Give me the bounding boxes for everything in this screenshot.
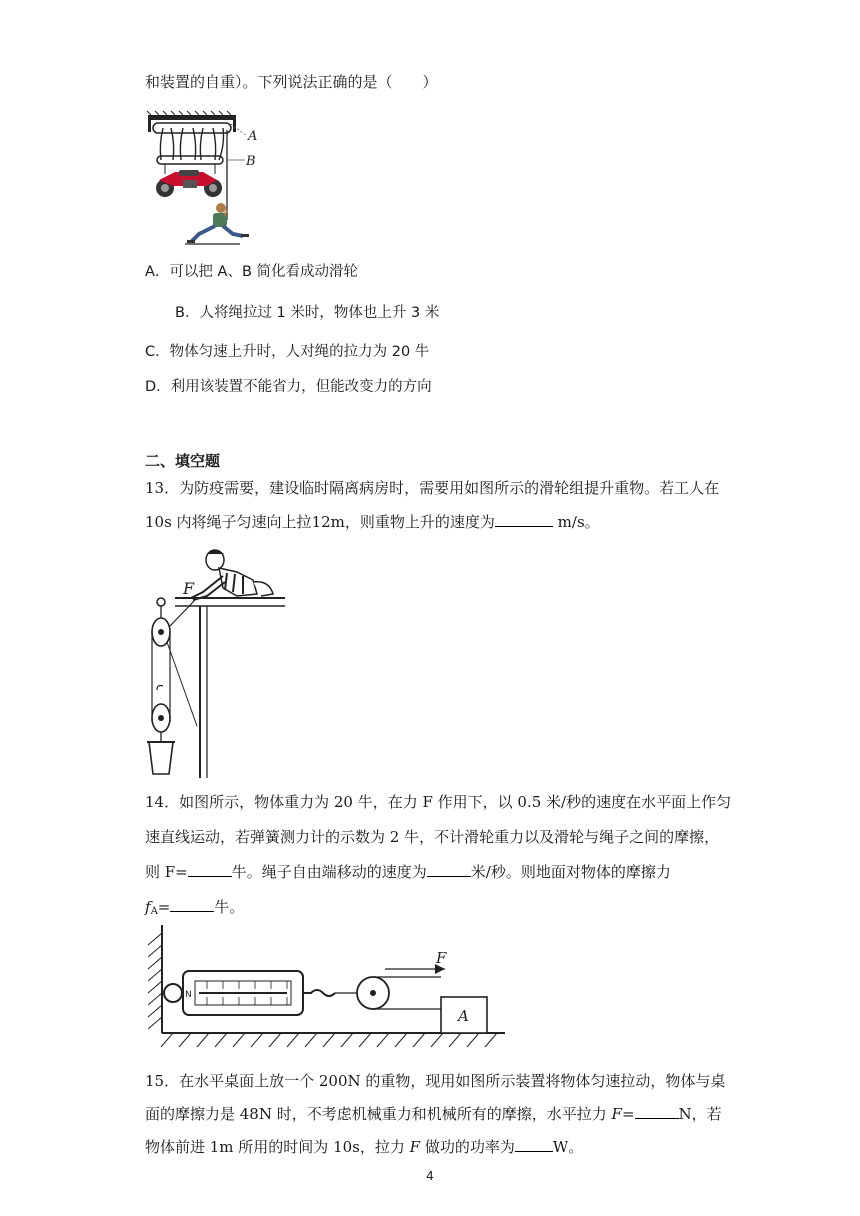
spring-scale-icon: [183, 971, 303, 1015]
q14-answer-blank-1[interactable]: [188, 862, 232, 877]
q14-text-a: 则 F=: [145, 863, 188, 881]
q13-answer-blank[interactable]: [495, 512, 553, 527]
q13-text-b: 12m: [311, 513, 345, 531]
q15-f-symbol-2: F: [409, 1138, 421, 1156]
q13-line2: [145, 512, 600, 532]
q15-text-d: 物体前进 1m 所用的时间为 10s，拉力: [145, 1138, 410, 1156]
q13-label-f: F: [183, 579, 195, 598]
bucket-icon: [147, 742, 175, 774]
q14-label-a: A: [458, 1007, 469, 1025]
q12-pulley-figure: [145, 110, 270, 250]
q12-option-d[interactable]: D．利用该装置不能省力，但能改变力的方向: [145, 379, 432, 395]
q14-spring-scale-figure: [145, 925, 510, 1055]
motorcycle-icon: [156, 170, 222, 197]
q15-text-a: 面的摩擦力是 48N 时，不考虑机械重力和机械所有的摩擦，水平拉力: [145, 1105, 612, 1123]
svg-text:N: N: [185, 990, 192, 1000]
q13-text-a: 10s 内将绳子匀速向上拉: [145, 513, 312, 531]
q13-text-e: 。: [584, 513, 600, 531]
q15-text-c: N，若: [678, 1105, 722, 1123]
q14-label-f: F: [436, 949, 447, 967]
q12-label-b: B: [246, 154, 256, 169]
q13-line1: 13．为防疫需要，建设临时隔离病房时，需要用如图所示的滑轮组提升重物。若工人在: [145, 479, 720, 497]
q12-label-a: A: [248, 129, 258, 144]
q13-text-c: ，则重物上升的速度为: [344, 513, 495, 531]
q14-text-b: 牛。绳子自由端移动的速度为: [231, 863, 427, 881]
q14-line4: [145, 897, 244, 922]
person-icon: [187, 203, 249, 243]
q12-option-b[interactable]: B．人将绳拉过 1 米时，物体也上升 3 米: [175, 305, 440, 321]
page-number: 4: [426, 1169, 434, 1183]
q14-text-eq: =: [157, 898, 171, 916]
q13-unit: m/s: [557, 513, 585, 531]
q15-text-f: W。: [552, 1138, 584, 1156]
q14-answer-blank-2[interactable]: [427, 862, 471, 877]
q14-line1: 14．如图所示，物体重力为 20 牛，在力 F 作用下，以 0.5 米/秒的速度在水平面上作匀: [145, 793, 732, 811]
q14-f-symbol: f: [145, 898, 151, 916]
q15-line1: 15．在水平桌面上放一个 200N 的重物，现用如图所示装置将物体匀速拉动，物体与桌: [145, 1072, 726, 1090]
q14-text-unit: 牛。: [214, 898, 245, 916]
q13-pulley-figure: [145, 546, 290, 778]
q15-answer-blank-2[interactable]: [515, 1137, 553, 1152]
q12-option-c[interactable]: C．物体匀速上升时，人对绳的拉力为 20 牛: [145, 344, 430, 360]
q15-line2: [145, 1104, 722, 1124]
q14-line2: 速直线运动，若弹簧测力计的示数为 2 牛，不计滑轮重力以及滑轮与绳子之间的摩擦，: [145, 828, 720, 846]
q12-stem-tail: 和装置的自重）。下列说法正确的是（ ）: [145, 73, 438, 91]
q14-line3: [145, 862, 671, 882]
q15-line3: [145, 1137, 583, 1157]
q15-f-symbol-1: F: [611, 1105, 622, 1123]
q12-option-a[interactable]: A．可以把 A、B 简化看成动滑轮: [145, 264, 359, 280]
q15-text-e: 做功的功率为: [420, 1138, 515, 1156]
q15-answer-blank-1[interactable]: [635, 1104, 679, 1119]
q15-text-eq: =: [621, 1105, 635, 1123]
q14-text-c: 米/秒。则地面对物体的摩擦力: [470, 863, 671, 881]
section-title: 二、填空题: [145, 452, 221, 470]
worker-icon: [191, 550, 273, 600]
q14-f-subscript: A: [150, 906, 158, 917]
q14-answer-blank-3[interactable]: [170, 897, 214, 912]
